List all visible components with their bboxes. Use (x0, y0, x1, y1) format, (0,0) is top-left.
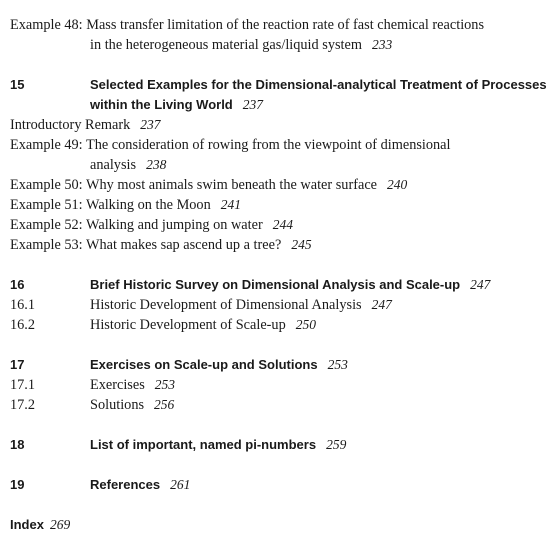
chapter-page: 259 (326, 437, 347, 452)
section-number: 16.2 (10, 317, 36, 333)
section-title-wrap (90, 315, 316, 335)
entry-label: Example 52: (10, 217, 83, 233)
section-title: Historic Development of Scale-up (90, 317, 286, 333)
chapter-page: 253 (327, 357, 348, 372)
toc-entry-example-51 (10, 195, 544, 215)
toc-entry-example-52 (10, 215, 544, 235)
entry-title-wrap (90, 155, 166, 175)
chapter-number: 15 (10, 77, 25, 92)
entry-title: Mass transfer limitation of the reaction rate of fast chemical reactions (86, 17, 485, 33)
entry-label: Example 53: (10, 237, 83, 253)
section-number: 16.1 (10, 297, 36, 313)
chapter-title: Selected Examples for the Dimensional-analytical Treatment of Processes (90, 77, 547, 92)
section-number: 17.1 (10, 377, 36, 393)
toc-entry-introductory-remark (10, 115, 544, 135)
chapter-title-wrap (90, 95, 263, 115)
toc-chapter-19 (10, 475, 544, 495)
entry-title: in the heterogeneous material gas/liquid system (90, 37, 362, 53)
toc-entry-example-49 (10, 135, 544, 155)
toc-entry-example-53 (10, 235, 544, 255)
chapter-title-wrap (90, 475, 190, 495)
chapter-number: 18 (10, 437, 25, 452)
section-title-wrap (90, 295, 392, 315)
chapter-page: 247 (470, 277, 491, 292)
toc-chapter-15-cont (10, 95, 544, 115)
chapter-number: 16 (10, 277, 25, 292)
section-title: Historic Development of Dimensional Analysis (90, 297, 362, 313)
entry-page: 233 (371, 37, 393, 52)
chapter-title: References (90, 477, 161, 492)
toc-section-16-2 (10, 315, 544, 335)
toc-chapter-16 (10, 275, 544, 295)
section-title-wrap (90, 395, 174, 415)
section-title: Solutions (90, 397, 145, 413)
section-page: 250 (295, 317, 316, 332)
chapter-title: Exercises on Scale-up and Solutions (90, 357, 318, 372)
chapter-title: Brief Historic Survey on Dimensional Analysis and Scale-up (90, 277, 461, 292)
chapter-title: within the Living World (90, 97, 233, 112)
toc-section-17-2 (10, 395, 544, 415)
entry-label: Example 50: (10, 177, 83, 193)
section-page: 256 (154, 397, 175, 412)
section-title: Exercises (90, 377, 145, 393)
chapter-number: 17 (10, 357, 25, 372)
entry-page: 237 (140, 117, 161, 132)
section-page: 247 (371, 297, 392, 312)
entry-label: Example 51: (10, 197, 83, 213)
section-title-wrap (90, 375, 175, 395)
entry-page: 241 (220, 197, 241, 212)
entry-page: 240 (387, 177, 408, 192)
toc-section-17-1 (10, 375, 544, 395)
index-label: Index (10, 517, 44, 532)
entry-label: Example 49: (10, 137, 83, 153)
entry-page: 244 (272, 217, 293, 232)
chapter-number: 19 (10, 477, 25, 492)
entry-title: Walking on the Moon (86, 197, 211, 213)
toc-entry-example-50 (10, 175, 544, 195)
chapter-page: 261 (170, 477, 191, 492)
toc-entry-example-49-cont (10, 155, 544, 175)
toc-section-16-1 (10, 295, 544, 315)
index-page: 269 (49, 517, 71, 532)
chapter-title: List of important, named pi-numbers (90, 437, 317, 452)
chapter-title-wrap (90, 275, 490, 295)
toc-entry-example-48 (10, 15, 544, 35)
toc-chapter-17 (10, 355, 544, 375)
entry-title: Walking and jumping on water (86, 217, 263, 233)
entry-title: Why most animals swim beneath the water surface (86, 177, 378, 193)
toc-entry-example-48-cont (10, 35, 544, 55)
toc-chapter-18 (10, 435, 544, 455)
section-page: 253 (154, 377, 176, 392)
entry-page: 238 (146, 157, 167, 172)
entry-label: Introductory Remark (10, 117, 131, 133)
entry-title: analysis (90, 157, 137, 173)
entry-title: What makes sap ascend up a tree? (86, 237, 282, 253)
section-number: 17.2 (10, 397, 36, 413)
chapter-title-wrap (90, 435, 346, 455)
entry-title-wrap (90, 35, 392, 55)
entry-page: 245 (291, 237, 312, 252)
entry-title: The consideration of rowing from the viewpoint of dimensional (86, 137, 451, 153)
toc-index (10, 515, 544, 535)
chapter-title-wrap (90, 355, 348, 375)
chapter-page: 237 (242, 97, 263, 112)
toc-chapter-15 (10, 75, 547, 95)
entry-label: Example 48: (10, 17, 83, 33)
